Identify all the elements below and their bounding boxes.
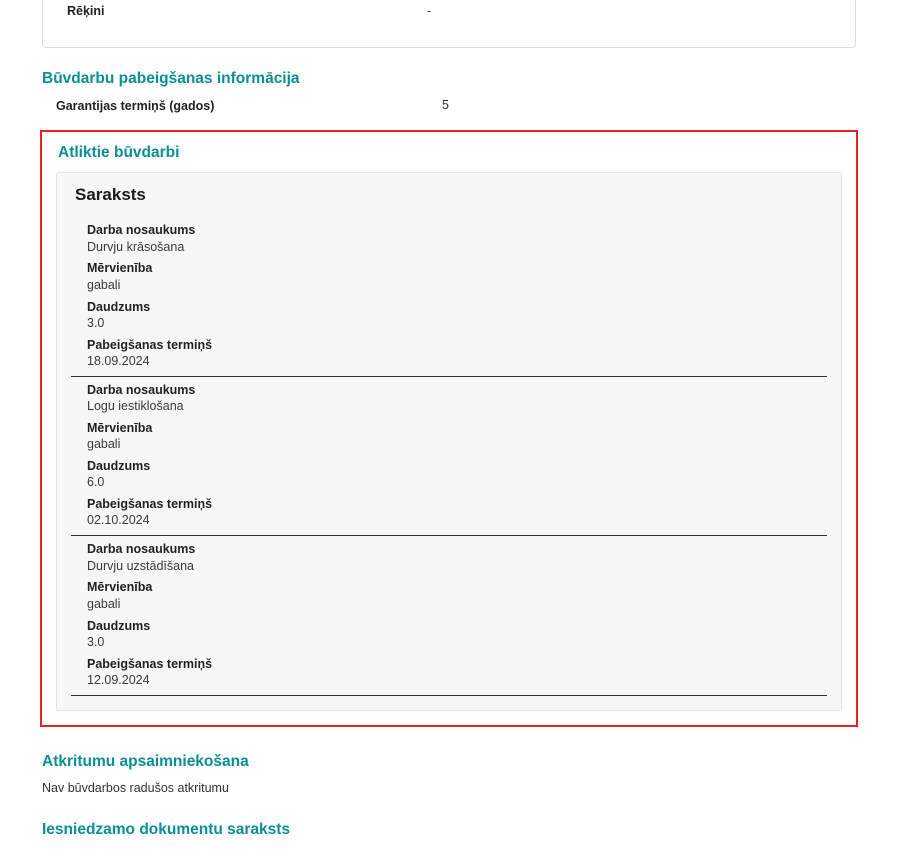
work-name-label: Darba nosaukums [87,223,196,238]
work-name-value: Durvju krāsošana [87,239,185,254]
work-unit-field [71,255,827,293]
warranty-row [40,98,858,114]
remaining-works-list-card [56,172,842,711]
work-quantity-label: Daudzums [87,459,151,473]
invoices-card [42,0,856,48]
work-deadline-label: Pabeigšanas termiņš [87,497,213,512]
invoices-value: - [427,4,432,18]
work-deadline-field [71,332,827,370]
work-quantity-label: Daudzums [87,299,151,314]
work-unit-field [71,415,827,453]
work-unit-field [71,574,827,612]
work-quantity-value: 3.0 [87,634,105,649]
work-quantity-field [71,294,827,332]
work-deadline-value: 02.10.2024 [87,513,150,528]
remaining-works-title: Atliktie būvdarbi [58,144,180,162]
work-name-label: Darba nosaukums [87,382,196,397]
list-item [71,536,827,696]
work-deadline-label: Pabeigšanas termiņš [87,337,213,352]
invoices-row [43,0,855,20]
work-quantity-field [71,613,827,651]
remaining-works-highlight [40,130,858,727]
work-unit-label: Mērvienība [87,580,153,595]
work-quantity-value: 3.0 [87,315,105,330]
work-unit-value: gabali [87,277,121,292]
list-item [71,217,827,377]
work-deadline-field [71,651,827,689]
work-name-value: Durvju uzstādīšana [87,558,195,573]
work-deadline-label: Pabeigšanas termiņš [87,656,213,671]
work-deadline-value: 12.09.2024 [87,672,150,687]
work-deadline-value: 18.09.2024 [87,353,150,368]
work-deadline-field [71,491,827,529]
work-quantity-field [71,453,827,491]
list-item [71,377,827,537]
waste-section-text: Nav būvdarbos radušos atkritumu [42,780,229,795]
waste-section-title: Atkritumu apsaimniekošana [42,752,249,770]
work-unit-label: Mērvienība [87,420,153,435]
list-title: Saraksts [75,185,146,205]
work-name-field [71,536,827,574]
invoices-label: Rēķini [67,4,105,18]
work-unit-value: gabali [87,437,121,452]
warranty-value: 5 [442,98,449,112]
work-name-field [71,217,827,255]
work-unit-label: Mērvienība [87,261,153,276]
work-unit-value: gabali [87,596,121,611]
work-quantity-label: Daudzums [87,618,151,633]
work-name-value: Logu iestiklošana [87,399,184,413]
work-quantity-value: 6.0 [87,475,105,490]
work-name-label: Darba nosaukums [87,542,196,557]
completion-section-title: Būvdarbu pabeigšanas informācija [42,70,300,87]
work-name-field [71,377,827,415]
documents-section-title: Iesniedzamo dokumentu saraksts [42,820,291,838]
warranty-label: Garantijas termiņš (gados) [56,99,215,113]
